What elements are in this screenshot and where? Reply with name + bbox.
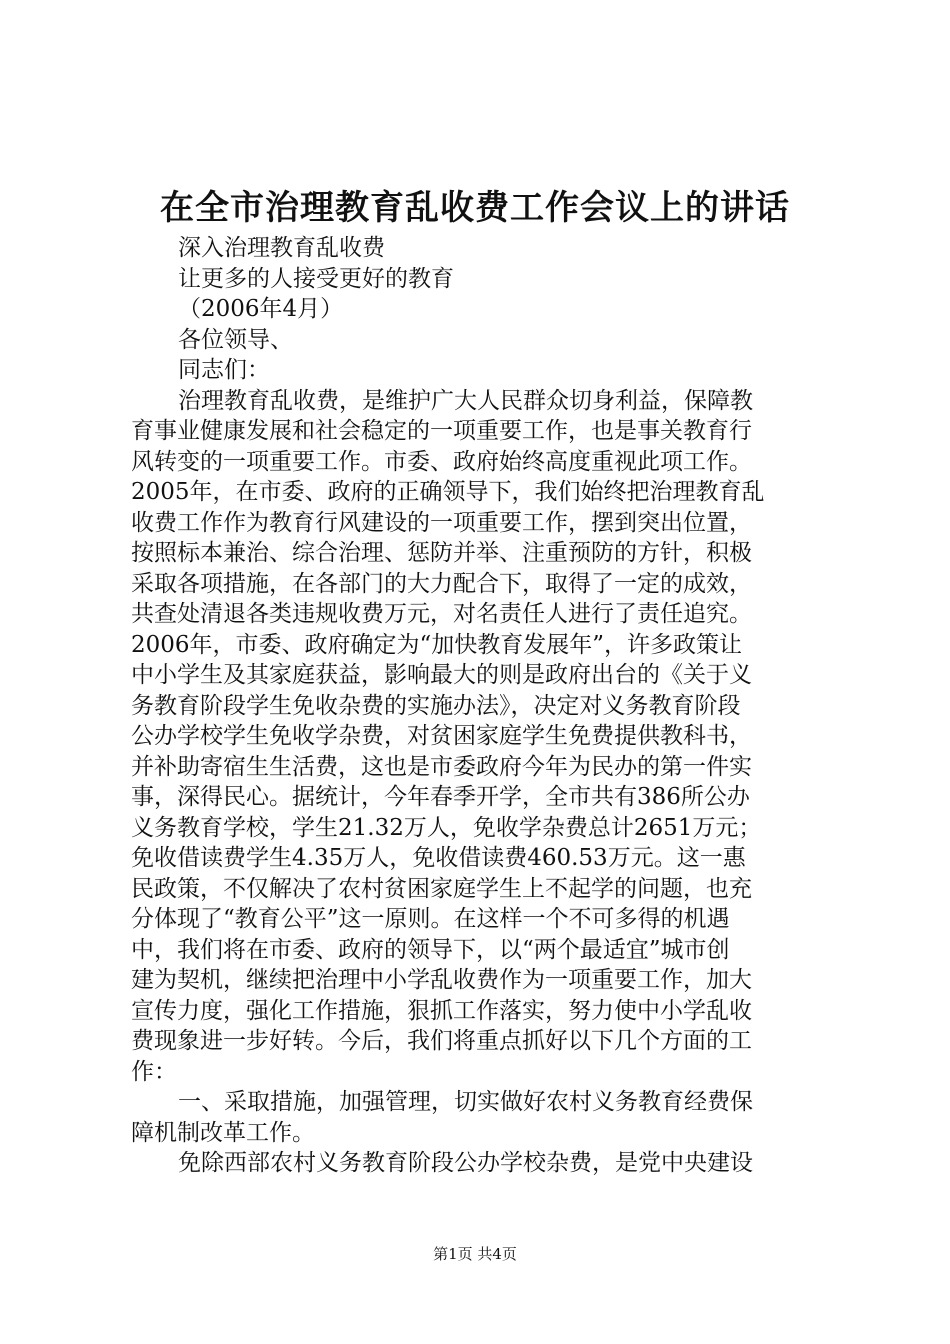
subtitle-line: 让更多的人接受更好的教育 <box>178 265 454 292</box>
paragraph-line: 民政策，不仅解决了农村贫困家庭学生上不起学的问题，也充 <box>131 875 752 902</box>
page-footer: 第1页 共4页 <box>433 1245 517 1263</box>
paragraph-line: 建为契机，继续把治理中小学乱收费作为一项重要工作，加大 <box>131 967 752 993</box>
paragraph-line: 收费工作作为教育行风建设的一项重要工作，摆到突出位置， <box>131 509 752 536</box>
paragraph-line: 2005年，在市委、政府的正确领导下，我们始终把治理教育乱 <box>131 479 765 505</box>
paragraph-line: 中，我们将在市委、政府的领导下，以“两个最适宜”城市创 <box>131 936 730 963</box>
paragraph-line: 宣传力度，强化工作措施，狠抓工作落实，努力使中小学乱收 <box>131 997 752 1024</box>
paragraph-line: 中小学生及其家庭获益，影响最大的则是政府出台的《关于义 <box>131 662 752 688</box>
salutation-line: 同志们： <box>178 357 270 383</box>
subtitle-line: 深入治理教育乱收费 <box>178 235 385 261</box>
salutation-line: 各位领导、 <box>178 326 293 353</box>
paragraph-line: 育事业健康发展和社会稳定的一项重要工作，也是事关教育行 <box>131 418 752 444</box>
paragraph-line: 风转变的一项重要工作。市委、政府始终高度重视此项工作。 <box>131 448 752 475</box>
document-body <box>131 233 836 1179</box>
paragraph-line: 采取各项措施，在各部门的大力配合下，取得了一定的成效， <box>131 570 752 597</box>
paragraph-line: 治理教育乱收费，是维护广大人民群众切身利益，保障教 <box>178 387 753 414</box>
paragraph-line: 务教育阶段学生免收杂费的实施办法》，决定对义务教育阶段 <box>131 692 741 719</box>
section-heading-line: 一、采取措施，加强管理，切实做好农村义务教育经费保 <box>178 1089 753 1115</box>
paragraph-line: 共查处清退各类违规收费万元，对名责任人进行了责任追究。 <box>131 601 752 627</box>
paragraph-line: 按照标本兼治、综合治理、惩防并举、注重预防的方针，积极 <box>131 540 752 566</box>
paragraph-line: 费现象进一步好转。今后，我们将重点抓好以下几个方面的工 <box>131 1028 752 1054</box>
paragraph-line: 分体现了“教育公平”这一原则。在这样一个不可多得的机遇 <box>131 906 730 932</box>
paragraph-line: 2006年，市委、政府确定为“加快教育发展年”，许多政策让 <box>131 631 743 658</box>
paragraph-line: 义务教育学校，学生21.32万人，免收学杂费总计2651万元； <box>131 814 762 841</box>
paragraph-line: 并补助寄宿生生活费，这也是市委政府今年为民办的第一件实 <box>131 753 752 780</box>
date-line: （2006年4月） <box>178 296 344 322</box>
paragraph-line: 事，深得民心。据统计，今年春季开学，全市共有386所公办 <box>131 784 750 810</box>
paragraph-line: 公办学校学生免收学杂费，对贫困家庭学生免费提供教科书， <box>131 723 752 749</box>
section-heading-line: 障机制改革工作。 <box>131 1119 315 1146</box>
paragraph-line: 免收借读费学生4.35万人，免收借读费460.53万元。这一惠 <box>131 845 746 871</box>
document-title: 在全市治理教育乱收费工作会议上的讲话 <box>160 188 790 228</box>
paragraph-line: 作： <box>131 1058 177 1085</box>
paragraph-line: 免除西部农村义务教育阶段公办学校杂费，是党中央建设 <box>178 1150 753 1176</box>
